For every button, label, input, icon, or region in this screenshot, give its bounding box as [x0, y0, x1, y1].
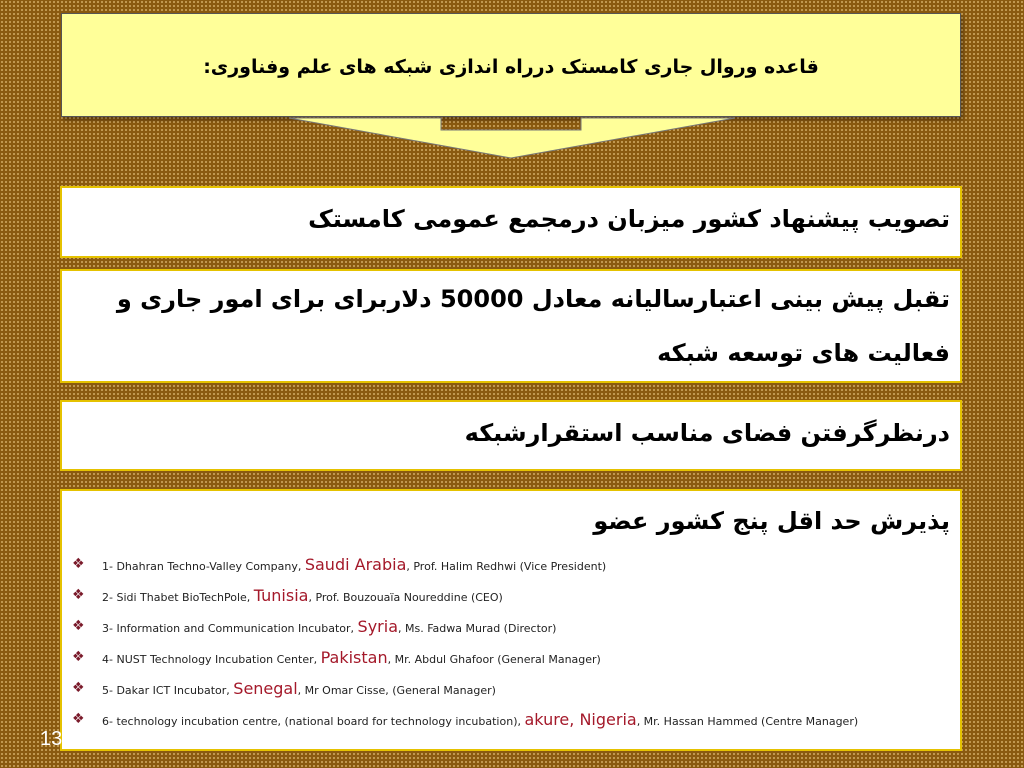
- member-country: Syria: [357, 617, 398, 636]
- member-country: Saudi Arabia: [304, 555, 407, 574]
- member-contact: , Prof. Bouzouaïa Noureddine (CEO): [308, 591, 503, 604]
- member-contact: , Prof. Halim Redhwi (Vice President): [406, 560, 607, 573]
- member-name: 2- Sidi Thabet BioTechPole,: [102, 591, 254, 604]
- panel-text-line-1: تقبل پیش بینی اعتبارسالیانه معادل 50000 دلاربرای برای امور جاری و: [116, 285, 950, 313]
- diamond-bullet-icon: ❖: [72, 711, 85, 727]
- diamond-bullet-icon: ❖: [72, 556, 85, 572]
- member-item: [62, 611, 960, 642]
- slide-number: 13: [40, 728, 63, 750]
- member-country: akure, Nigeria: [524, 710, 637, 729]
- diamond-bullet-icon: ❖: [72, 649, 85, 665]
- member-name: 6- technology incubation centre, (national board for technology incubation),: [102, 715, 525, 728]
- panel-text-line-2: فعالیت های توسعه شبکه: [657, 339, 950, 367]
- panel-annual-budget: [60, 269, 962, 383]
- member-name: 5- Dakar ICT Incubator,: [102, 684, 234, 697]
- member-contact: , Mr. Abdul Ghafoor (General Manager): [387, 653, 601, 666]
- member-item: [62, 549, 960, 580]
- member-contact: , Ms. Fadwa Murad (Director): [398, 622, 557, 635]
- member-item: [62, 642, 960, 673]
- diamond-bullet-icon: ❖: [72, 680, 85, 696]
- member-country: Senegal: [233, 679, 298, 698]
- panel-office-space: [60, 400, 962, 471]
- title-box: [61, 13, 961, 117]
- diamond-bullet-icon: ❖: [72, 587, 85, 603]
- member-list: [62, 549, 960, 735]
- member-name: 3- Information and Communication Incubator,: [102, 622, 358, 635]
- member-item: [62, 673, 960, 704]
- down-arrow-icon: [283, 116, 741, 160]
- slide-title: قاعده وروال جاری کامستک درراه اندازی شبکه های علم وفناوری:: [203, 56, 819, 78]
- member-name: 4- NUST Technology Incubation Center,: [102, 653, 321, 666]
- member-contact: , Mr Omar Cisse, (General Manager): [297, 684, 496, 697]
- panel-text: تصویب پیشنهاد کشور میزبان درمجمع عمومی کامستک: [308, 205, 950, 233]
- member-item: [62, 704, 960, 735]
- panel-text: درنظرگرفتن فضای مناسب استقرارشبکه: [464, 419, 950, 447]
- panel-member-countries: [60, 489, 962, 751]
- member-name: 1- Dhahran Techno-Valley Company,: [102, 560, 305, 573]
- panel-host-approval: [60, 186, 962, 258]
- member-country: Pakistan: [320, 648, 388, 667]
- diamond-bullet-icon: ❖: [72, 618, 85, 634]
- member-contact: , Mr. Hassan Hammed (Centre Manager): [636, 715, 859, 728]
- member-item: [62, 580, 960, 611]
- member-country: Tunisia: [253, 586, 309, 605]
- panel-heading: پذیرش حد اقل پنج کشور عضو: [593, 507, 950, 535]
